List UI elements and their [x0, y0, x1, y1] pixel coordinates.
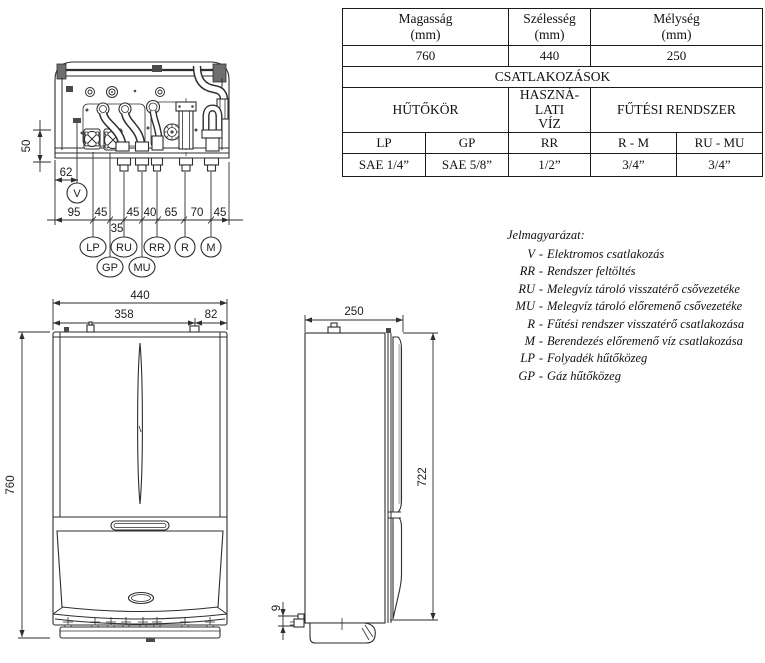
label-gp: GP	[102, 262, 118, 274]
legend-item-lp	[507, 350, 765, 367]
legend-separator: -	[538, 351, 544, 366]
dim-62: 62	[59, 167, 73, 179]
legend-item-ru	[507, 281, 765, 298]
cell-code-lp: LP	[343, 132, 426, 153]
legend-code: MU	[515, 299, 535, 314]
legend-code: RU	[518, 281, 535, 296]
height-unit: (mm)	[410, 27, 441, 42]
dim-40: 40	[143, 207, 157, 219]
label-m: M	[206, 242, 216, 254]
cell-height-value: 760	[343, 46, 509, 67]
cell-size-gp: SAE 5/8”	[426, 153, 509, 176]
cell-size-rm: 3/4”	[591, 153, 677, 176]
legend-desc: Melegvíz tároló visszatérő csővezetéke	[547, 281, 740, 296]
dim-722: 722	[417, 467, 429, 487]
cell-width-value: 440	[509, 46, 591, 67]
boiler-side-body	[290, 323, 402, 643]
legend-code: LP	[520, 351, 535, 366]
legend-item-mu	[507, 298, 765, 315]
cell-depth-value: 250	[591, 46, 763, 67]
bottom-tray	[60, 627, 220, 638]
legend-desc: Rendszer feltöltés	[547, 264, 636, 279]
connections-view-drawing	[0, 0, 340, 300]
front-display-blade	[138, 343, 143, 504]
legend-desc: Melegvíz tároló előremenő csővezetéke	[547, 299, 743, 314]
legend-desc: Gáz hűtőközeg	[547, 368, 621, 383]
r-assembly	[176, 98, 196, 171]
legend-separator: -	[538, 316, 544, 331]
front-panel-handle	[111, 521, 169, 530]
dhw-line-1: HASZNÁ-	[519, 87, 580, 102]
legend-separator: -	[538, 264, 544, 279]
cell-width-header	[509, 9, 591, 46]
cell-cooling-circuit: HŰTŐKÖR	[343, 88, 509, 133]
legend-desc: Berendezés előremenő víz csatlakozása	[547, 334, 743, 349]
dim-95: 95	[67, 207, 81, 219]
legend-item-rr	[507, 263, 765, 280]
dim-35: 35	[110, 223, 124, 235]
dim-65: 65	[164, 207, 178, 219]
label-ru: RU	[116, 242, 132, 254]
dim-45a: 45	[94, 207, 108, 219]
cell-code-gp: GP	[426, 132, 509, 153]
label-v: V	[73, 188, 81, 200]
label-mu: MU	[133, 262, 151, 274]
dim-760: 760	[5, 475, 17, 495]
legend-code: V	[527, 247, 535, 261]
dim-45c: 45	[213, 207, 227, 219]
legend-code: R	[527, 316, 535, 331]
cell-size-rumu: 3/4”	[677, 153, 763, 176]
cell-code-rm: R - M	[591, 132, 677, 153]
legend-item-gp	[507, 368, 765, 385]
legend-separator: -	[538, 281, 544, 296]
width-label: Szélesség	[523, 11, 576, 26]
legend-separator: -	[538, 368, 544, 383]
cell-code-rumu: RU - MU	[677, 132, 763, 153]
dim-358: 358	[114, 309, 134, 321]
cell-size-lp: SAE 1/4”	[343, 153, 426, 176]
dim-9: 9	[271, 604, 283, 612]
legend-item-r	[507, 316, 765, 333]
side-front-panel-lower	[393, 518, 402, 619]
legend	[507, 226, 765, 385]
cell-heating-system: FŰTÉSI RENDSZER	[591, 88, 763, 133]
label-lp: LP	[86, 242, 100, 254]
dhw-line-3: VÍZ	[538, 116, 561, 131]
dim-440: 440	[130, 290, 150, 302]
side-view-drawing	[270, 280, 470, 663]
legend-code: M	[524, 334, 535, 349]
lp-valve	[84, 129, 100, 149]
depth-unit: (mm)	[661, 27, 692, 42]
cell-domestic-water	[509, 88, 591, 133]
legend-code: RR	[519, 264, 535, 279]
legend-desc: Elektromos csatlakozás	[547, 247, 665, 261]
cell-size-rr: 1/2”	[509, 153, 591, 176]
label-r: R	[181, 242, 189, 254]
legend-separator: -	[538, 334, 544, 349]
legend-code: GP	[518, 368, 535, 383]
spec-table	[342, 8, 763, 177]
cell-depth-header	[591, 9, 763, 46]
dim-50: 50	[21, 139, 33, 153]
legend-separator: -	[538, 247, 544, 261]
legend-item-m	[507, 333, 765, 350]
width-unit: (mm)	[534, 27, 565, 42]
legend-title: Jelmagyarázat:	[507, 228, 585, 242]
legend-desc: Folyadék hűtőközeg	[547, 351, 648, 366]
legend-item-v	[507, 246, 765, 263]
legend-desc: Fűtési rendszer visszatérő csatlakozása	[547, 316, 745, 331]
front-view-drawing	[0, 280, 260, 663]
cell-connections-title: CSATLAKOZÁSOK	[343, 67, 763, 88]
height-label: Magasság	[398, 11, 453, 26]
label-rr: RR	[149, 242, 165, 254]
cell-code-rr: RR	[509, 132, 591, 153]
depth-label: Mélység	[653, 11, 700, 26]
boiler-front-body	[53, 322, 227, 625]
dim-250: 250	[344, 306, 364, 318]
dhw-line-2: LATI	[534, 101, 565, 117]
legend-separator: -	[538, 299, 544, 314]
cell-height-header	[343, 9, 509, 46]
dim-82: 82	[204, 309, 218, 321]
dim-70: 70	[190, 207, 204, 219]
dim-45b: 45	[126, 207, 140, 219]
